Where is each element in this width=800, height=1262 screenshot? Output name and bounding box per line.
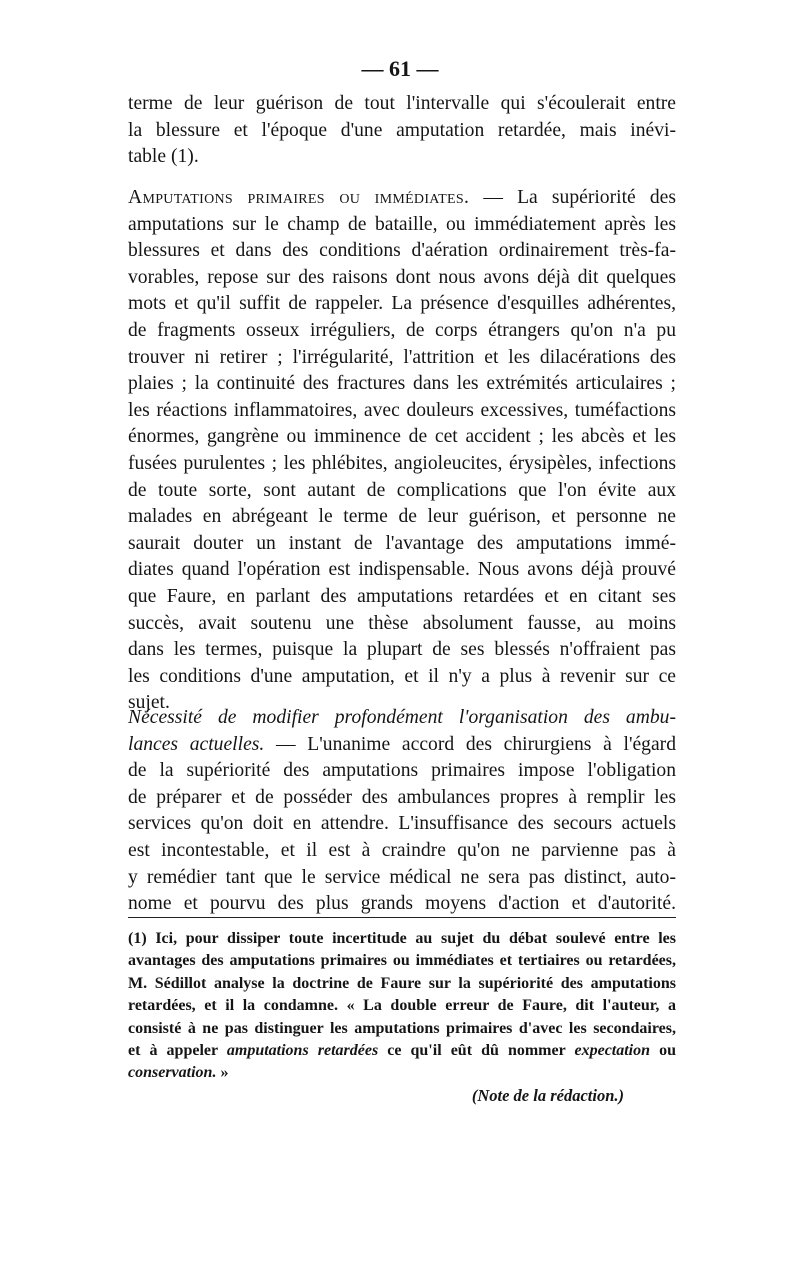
text-line: trouver ni retirer ; l'irrégularité, l'attrition et les dilacérations des xyxy=(128,346,676,368)
text-line: terme de leur guérison de tout l'intervalle qui s'écoulerait entre xyxy=(128,93,676,114)
text-line: saurait douter un instant de l'avantage des amputations immé- xyxy=(128,532,676,554)
footnote-line xyxy=(128,1040,676,1062)
footnote-line: consisté à ne pas distinguer les amputations primaires d'avec les secondaires, xyxy=(128,1019,676,1037)
text-line: blessures et dans des conditions d'aération ordinairement très-fa- xyxy=(128,240,676,262)
text-line: table (1). xyxy=(128,146,199,168)
paragraph-amputations-primaires xyxy=(128,185,676,717)
text-line: malades en abrégeant le terme de leur guérison, et personne ne xyxy=(128,506,676,528)
paragraph-necessite xyxy=(128,705,676,918)
text-line: que Faure, en parlant des amputations retardées et en citant ses xyxy=(128,585,676,607)
footnote-line xyxy=(128,1062,676,1084)
text-line: les conditions d'une amputation, et il n'y a plus à revenir sur ce xyxy=(128,665,676,687)
text-run: ce qu'il eût dû nommer xyxy=(378,1042,575,1060)
footnote-line: retardées, et il la condamne. « La double erreur de Faure, dit l'auteur, a xyxy=(128,997,676,1015)
text-line: la blessure et l'époque d'une amputation retardée, mais inévi- xyxy=(128,119,676,141)
italic-term: conservation. xyxy=(128,1064,217,1082)
text-line: plaies ; la continuité des fractures dans les extrémités articulaires ; xyxy=(128,373,676,395)
section-heading: Nécessité de modifier profondément l'organisation des ambu- xyxy=(128,707,676,728)
text-line: amputations sur le champ de bataille, ou immédiatement après les xyxy=(128,213,676,235)
section-heading-cont: lances actuelles. xyxy=(128,733,265,755)
footnote-line: avantages des amputations primaires ou immédiates et tertiaires ou retardées, xyxy=(128,952,676,970)
text-line: mots et qu'il suffit de rappeler. La présence d'esquilles adhérentes, xyxy=(128,293,676,315)
text-line: vorables, repose sur des raisons dont nous avons déjà dit quelques xyxy=(128,266,676,288)
italic-term: expectation xyxy=(574,1042,651,1060)
page-number: — 61 — xyxy=(361,56,439,81)
text-line: diates quand l'opération est indispensable. Nous avons déjà prouvé xyxy=(128,559,676,581)
text-line xyxy=(128,185,676,212)
text-run: — La supériorité des xyxy=(469,187,676,208)
text-run: — L'unanime accord des chirurgiens à l'égard xyxy=(264,733,676,755)
text-line xyxy=(128,732,676,759)
text-line: nome et pourvu des plus grands moyens d'action et d'autorité. xyxy=(128,893,676,915)
section-heading: Amputations primaires ou immédiates. xyxy=(128,187,470,208)
text-line: dans les termes, puisque la plupart de ses blessés n'offraient pas xyxy=(128,639,676,661)
text-line: sujet. xyxy=(128,692,170,714)
text-run: ou xyxy=(650,1042,676,1060)
footnote-line: (1) Ici, pour dissiper toute incertitude au sujet du débat soulevé entre les xyxy=(128,930,676,947)
paragraph-continuation xyxy=(128,91,676,171)
text-run: » xyxy=(216,1064,229,1082)
text-line: de fragments osseux irréguliers, de corps étrangers qu'on n'a pu xyxy=(128,319,676,341)
text-line: y remédier tant que le service médical ne sera pas distinct, auto- xyxy=(128,866,676,888)
italic-term: amputations retardées xyxy=(226,1042,379,1060)
text-line: services qu'on doit en attendre. L'insuffisance des secours actuels xyxy=(128,813,676,835)
text-line: les réactions inflammatoires, avec douleurs excessives, tuméfactions xyxy=(128,399,676,421)
text-line: est incontestable, et il est à craindre qu'on ne parvienne pas à xyxy=(128,839,676,861)
text-line: fusées purulentes ; les phlébites, angioleucites, érysipèles, infections xyxy=(128,452,676,474)
text-line: de toute sorte, sont autant de complications que l'on évite aux xyxy=(128,479,676,501)
footnote xyxy=(128,928,676,1085)
text-line: de la supériorité des amputations primaires impose l'obligation xyxy=(128,760,676,782)
text-run: et à appeler xyxy=(128,1042,227,1060)
footnote-divider xyxy=(128,917,676,918)
footnote-line: M. Sédillot analyse la doctrine de Faure sur la supériorité des amputations xyxy=(128,974,676,992)
footnote-signature: (Note de la rédaction.) xyxy=(471,1086,624,1105)
text-line: énormes, gangrène ou imminence de cet accident ; les abcès et les xyxy=(128,426,676,448)
text-line: succès, avait soutenu une thèse absolument fausse, au moins xyxy=(128,612,676,634)
text-line: de préparer et de posséder des ambulances propres à remplir les xyxy=(128,786,676,808)
